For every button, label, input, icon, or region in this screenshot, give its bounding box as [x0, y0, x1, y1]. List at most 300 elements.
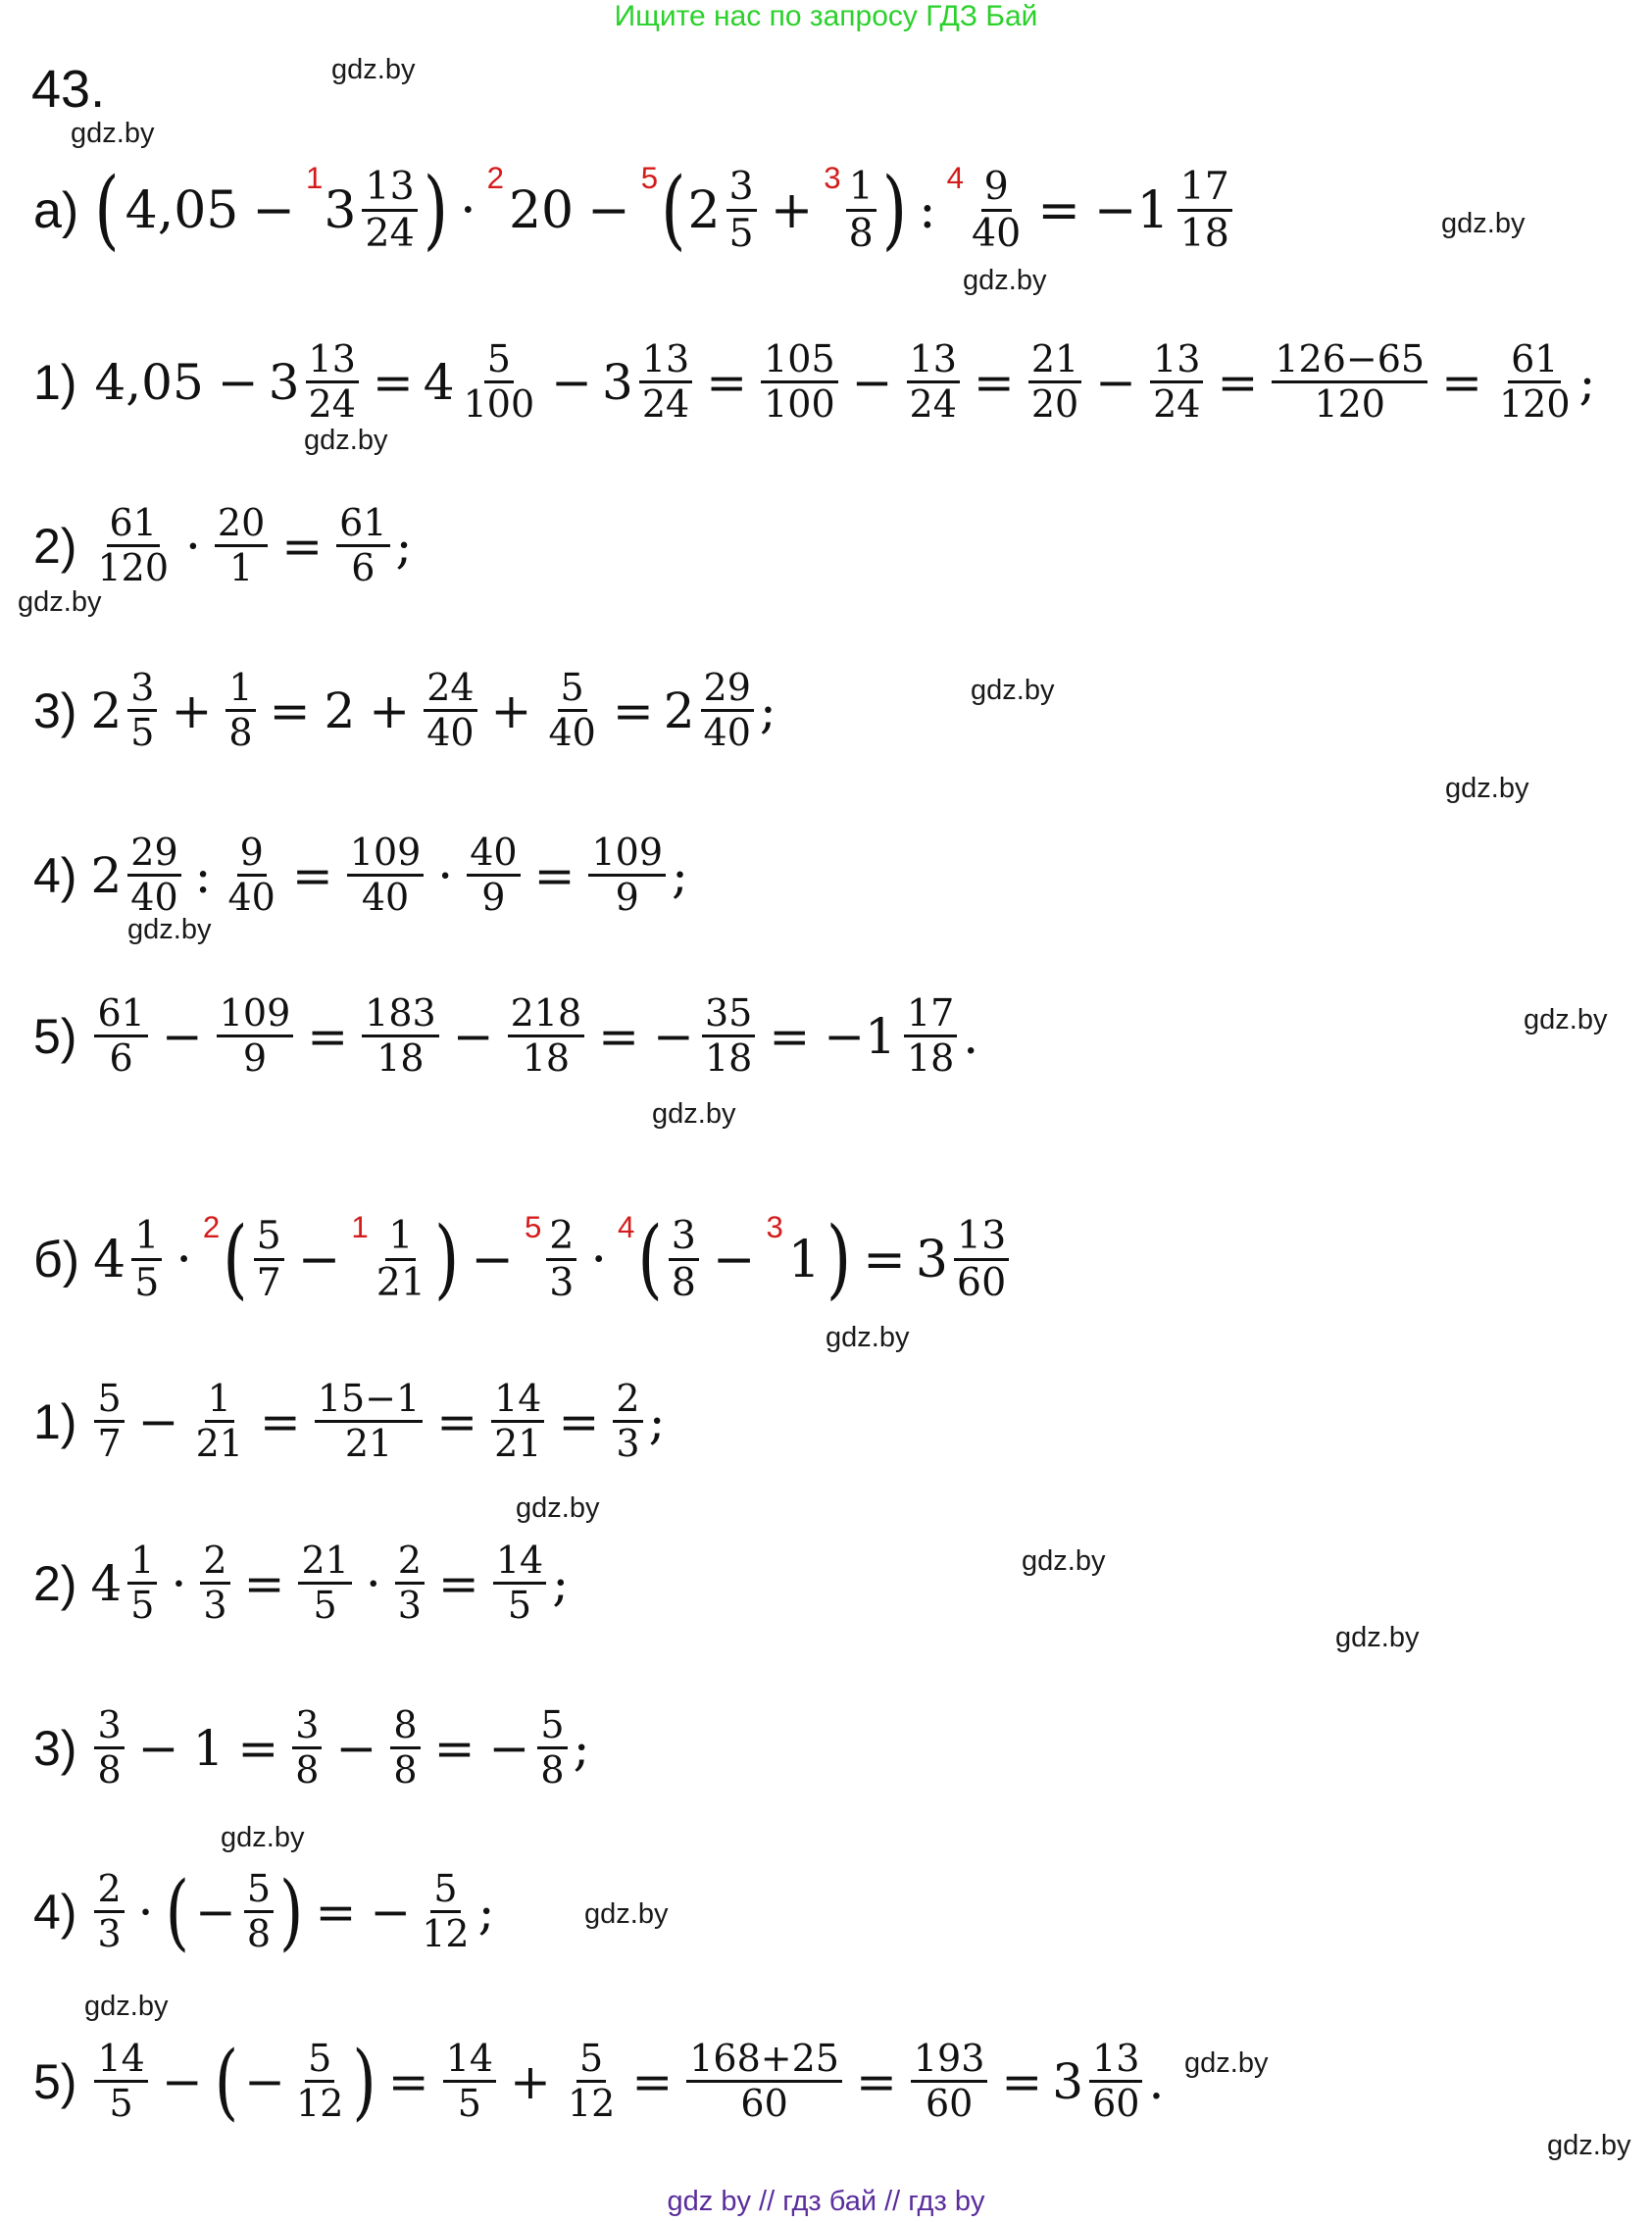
- step-label: 4): [33, 847, 77, 903]
- fraction: [907, 2038, 992, 2126]
- fraction-stack: [546, 1214, 576, 1305]
- numerator: 14: [443, 2038, 496, 2083]
- fraction: [900, 992, 961, 1081]
- operator: =: [307, 1007, 349, 1065]
- operator: −: [252, 180, 295, 240]
- numerator: 2: [395, 1540, 425, 1585]
- numerator: 13: [954, 1214, 1009, 1261]
- step-label: 2): [33, 1555, 77, 1611]
- parenthesis: ): [826, 1209, 852, 1310]
- numerator: 109: [588, 832, 666, 877]
- operator: +: [171, 682, 213, 739]
- denominator: 5: [134, 1260, 160, 1306]
- whole-part: 3: [602, 353, 633, 411]
- denominator: 21: [195, 1422, 243, 1466]
- numerator: 1: [131, 1214, 162, 1261]
- numerator: 5: [254, 1214, 284, 1261]
- fraction-stack: [545, 667, 598, 755]
- parenthesis: (: [637, 1209, 663, 1310]
- denominator: 9: [615, 876, 639, 920]
- step-order-marker: 5: [524, 1210, 542, 1244]
- numerator: 21: [298, 1540, 351, 1585]
- operator: −: [1095, 353, 1137, 411]
- operator: =: [706, 353, 748, 411]
- denominator: 6: [109, 1036, 133, 1081]
- fraction-stack: [954, 1214, 1009, 1305]
- number: −1: [824, 1007, 896, 1065]
- fraction-stack: [94, 502, 172, 590]
- punctuation: .: [963, 1007, 979, 1065]
- numerator: 20: [215, 502, 268, 547]
- denominator: 21: [494, 1422, 542, 1466]
- numerator: 218: [508, 992, 585, 1037]
- operator: −: [587, 180, 630, 240]
- numerator: 5: [430, 1868, 460, 1913]
- task-part-line: [33, 1209, 1013, 1310]
- fraction: [240, 1868, 277, 1956]
- numerator: 14: [94, 2038, 147, 2083]
- numerator: 109: [217, 992, 294, 1037]
- operator: =: [243, 1554, 285, 1612]
- punctuation: ;: [1578, 353, 1596, 411]
- fraction-stack: [131, 1214, 162, 1305]
- fraction: [687, 165, 760, 256]
- denominator: 21: [375, 1260, 426, 1306]
- step-label: 5): [33, 2053, 77, 2109]
- fraction: [189, 1378, 250, 1466]
- denominator: 60: [925, 2082, 974, 2126]
- operator: =: [863, 1230, 906, 1289]
- fraction-stack: [374, 1214, 428, 1305]
- fraction-stack: [390, 1704, 420, 1793]
- fraction: [289, 2038, 350, 2126]
- number: −: [244, 2052, 286, 2110]
- fraction-stack: [217, 992, 294, 1081]
- operator: ·: [590, 1230, 607, 1289]
- fraction: [420, 667, 480, 755]
- fraction: [439, 2038, 500, 2126]
- operator: =: [1001, 2052, 1043, 2110]
- numerator: 5: [576, 2038, 606, 2083]
- denominator: 8: [848, 211, 874, 257]
- solution-step: [33, 1540, 571, 1628]
- fraction-stack: [254, 1214, 284, 1305]
- denominator: 5: [728, 211, 754, 257]
- fraction: [269, 338, 363, 427]
- fraction: [1052, 2038, 1146, 2126]
- operator: ·: [365, 1554, 381, 1612]
- parenthesis: (: [94, 160, 120, 261]
- number: 1: [192, 1719, 225, 1777]
- numerator: 9: [981, 165, 1012, 212]
- fraction-stack: [193, 1378, 246, 1466]
- denominator: 100: [764, 382, 835, 427]
- whole-part: 3: [324, 180, 357, 240]
- numerator: 29: [127, 832, 180, 877]
- number: 2: [324, 682, 356, 739]
- denominator: 8: [246, 1912, 272, 1956]
- punctuation: ;: [552, 1554, 570, 1612]
- watermark: gdz.by: [963, 265, 1047, 296]
- denominator: 24: [909, 382, 957, 427]
- fraction: [542, 1214, 580, 1305]
- fraction: [463, 832, 524, 920]
- operator: =: [1037, 180, 1080, 240]
- denominator: 40: [426, 711, 475, 755]
- fraction: [93, 1214, 166, 1305]
- denominator: 8: [393, 1748, 418, 1793]
- numerator: 109: [347, 832, 425, 877]
- number: −: [370, 1883, 412, 1941]
- number: −1: [1093, 180, 1170, 240]
- operator: =: [598, 1007, 640, 1065]
- numerator: 40: [467, 832, 520, 877]
- step-order-marker: 1: [305, 161, 324, 195]
- denominator: 5: [457, 2082, 481, 2126]
- operator: ·: [460, 180, 476, 240]
- number: −: [488, 1719, 530, 1777]
- solution-step: [33, 832, 690, 920]
- numerator: 5: [244, 1868, 274, 1913]
- operator: =: [387, 2052, 429, 2110]
- step-order-marker: 5: [640, 161, 659, 195]
- fraction-stack: [292, 1704, 322, 1793]
- numerator: 13: [907, 338, 960, 383]
- parenthesis: ): [881, 160, 908, 261]
- parenthesis: (: [223, 1209, 248, 1310]
- fraction-stack: [443, 2038, 496, 2126]
- solution-step: [33, 667, 778, 755]
- step-label: 1): [33, 1393, 77, 1449]
- denominator: 3: [616, 1422, 640, 1466]
- numerator: 61: [336, 502, 389, 547]
- step-label: 3): [33, 682, 77, 738]
- numerator: 1: [127, 1540, 157, 1585]
- fraction: [213, 992, 298, 1081]
- step-order-marker: 1: [351, 1210, 369, 1244]
- denominator: 12: [567, 2082, 616, 2126]
- whole-part: 4: [423, 353, 455, 411]
- numerator: 24: [424, 667, 476, 712]
- parenthesis: (: [214, 2033, 239, 2131]
- fraction-stack: [200, 1540, 229, 1628]
- numerator: 13: [362, 165, 417, 212]
- fraction: [541, 667, 602, 755]
- watermark: gdz.by: [71, 118, 155, 149]
- operator: =: [973, 353, 1015, 411]
- fraction-stack: [215, 502, 268, 590]
- denominator: 60: [740, 2082, 788, 2126]
- fraction-stack: [639, 338, 692, 427]
- numerator: 1: [385, 1214, 416, 1261]
- operator: =: [631, 2052, 674, 2110]
- operator: ·: [437, 846, 454, 904]
- denominator: 20: [1030, 382, 1079, 427]
- fraction: [757, 338, 842, 427]
- solution-step: [33, 502, 414, 590]
- watermark: gdz.by: [971, 675, 1055, 706]
- whole-part: 3: [915, 1230, 948, 1289]
- watermark: gdz.by: [331, 54, 416, 85]
- operator: ·: [171, 1554, 187, 1612]
- fraction-stack: [537, 1704, 567, 1793]
- fraction-stack: [969, 165, 1024, 256]
- fraction: [504, 992, 589, 1081]
- numerator: 8: [390, 1704, 420, 1749]
- step-label: а): [33, 181, 79, 239]
- denominator: 7: [97, 1422, 122, 1466]
- operator: −: [161, 1007, 203, 1065]
- operator: −: [471, 1230, 514, 1289]
- numerator: 61: [1508, 338, 1561, 383]
- fraction: [1268, 338, 1431, 427]
- fraction: [1146, 338, 1207, 427]
- fraction-stack: [244, 1868, 274, 1956]
- fraction: [916, 1214, 1013, 1305]
- watermark: gdz.by: [584, 1898, 669, 1930]
- watermark: gdz.by: [516, 1492, 600, 1524]
- operator: ·: [137, 1883, 154, 1941]
- fraction: [533, 1704, 571, 1793]
- fraction-stack: [306, 338, 359, 427]
- step-label: б): [33, 1231, 80, 1288]
- operator: =: [437, 1554, 479, 1612]
- fraction-stack: [424, 667, 476, 755]
- fraction-stack: [362, 992, 439, 1081]
- watermark: gdz.by: [221, 1822, 305, 1853]
- denominator: 7: [256, 1260, 281, 1306]
- fraction-stack: [467, 832, 520, 920]
- parenthesis: ): [279, 1863, 304, 1961]
- denominator: 40: [130, 876, 178, 920]
- denominator: 24: [308, 382, 356, 427]
- number: 4,05: [94, 353, 204, 411]
- whole-part: 2: [90, 846, 123, 904]
- numerator: 15−1: [315, 1378, 423, 1423]
- fraction: [288, 1704, 325, 1793]
- fraction-stack: [127, 667, 157, 755]
- numerator: 2: [546, 1214, 576, 1261]
- numerator: 168+25: [686, 2038, 842, 2083]
- watermark: gdz.by: [304, 425, 388, 456]
- numerator: 3: [726, 165, 757, 212]
- numerator: 1: [205, 1378, 234, 1423]
- fraction-stack: [461, 338, 538, 427]
- fraction: [343, 832, 428, 920]
- step-label: 4): [33, 1884, 77, 1940]
- watermark: gdz.by: [84, 1991, 169, 2022]
- watermark: gdz.by: [826, 1322, 910, 1353]
- punctuation: .: [1148, 2052, 1165, 2110]
- fraction-stack: [362, 165, 417, 256]
- fraction: [250, 1214, 288, 1305]
- fraction: [903, 338, 964, 427]
- number: 1: [787, 1230, 821, 1289]
- denominator: 5: [313, 1584, 337, 1628]
- denominator: 60: [1092, 2082, 1140, 2126]
- numerator: 3: [292, 1704, 322, 1749]
- operator: =: [315, 1883, 357, 1941]
- numerator: 13: [306, 338, 359, 383]
- step-order-marker: 3: [824, 161, 841, 195]
- fraction-stack: [127, 832, 180, 920]
- fraction-stack: [613, 1378, 642, 1466]
- watermark: gdz.by: [652, 1098, 736, 1130]
- fraction: [196, 1540, 233, 1628]
- fraction: [665, 1214, 703, 1305]
- fraction-stack: [225, 667, 255, 755]
- fraction: [222, 832, 282, 920]
- watermark: gdz.by: [1184, 2047, 1269, 2079]
- fraction-stack: [336, 502, 389, 590]
- operator: −: [712, 1230, 756, 1289]
- solution-step: [33, 1704, 591, 1793]
- fraction: [584, 832, 670, 920]
- fraction-stack: [846, 165, 876, 256]
- step-order-marker: 4: [617, 1210, 635, 1244]
- solution-step: [33, 992, 980, 1081]
- step-order-marker: 2: [486, 161, 504, 195]
- denominator: 9: [242, 1036, 268, 1081]
- fraction-stack: [508, 992, 585, 1081]
- denominator: 40: [703, 711, 751, 755]
- fraction: [358, 992, 443, 1081]
- whole-part: 4: [93, 1230, 126, 1289]
- parenthesis: ): [352, 2033, 376, 2131]
- numerator: 2: [613, 1378, 642, 1423]
- fraction-stack: [907, 338, 960, 427]
- whole-part: 4: [90, 1554, 123, 1612]
- watermark: gdz.by: [1445, 773, 1529, 804]
- fraction: [90, 502, 175, 590]
- parenthesis: ): [434, 1209, 460, 1310]
- fraction-stack: [1089, 2038, 1142, 2126]
- fraction: [609, 1378, 646, 1466]
- operator: −: [851, 353, 893, 411]
- solution-step: [33, 1378, 667, 1466]
- operator: =: [558, 1392, 600, 1450]
- operator: −: [297, 1230, 341, 1289]
- fraction: [602, 338, 696, 427]
- denominator: 120: [1314, 382, 1385, 427]
- punctuation: ;: [477, 1883, 495, 1941]
- numerator: 61: [107, 502, 160, 547]
- operator: =: [1441, 353, 1482, 411]
- numerator: 21: [1028, 338, 1081, 383]
- operator: =: [612, 682, 654, 739]
- denominator: 120: [1498, 382, 1571, 427]
- denominator: 5: [109, 2082, 133, 2126]
- step-order-marker: 2: [202, 1210, 221, 1244]
- fraction-stack: [1496, 338, 1574, 427]
- operator: −: [137, 1392, 179, 1450]
- fraction: [90, 2038, 151, 2126]
- denominator: 18: [376, 1036, 425, 1081]
- fraction-stack: [911, 2038, 988, 2126]
- fraction: [90, 667, 161, 755]
- fraction: [324, 165, 421, 256]
- fraction-stack: [1150, 338, 1203, 427]
- footer-links[interactable]: gdz by // гдз бай // гдз by: [667, 2186, 985, 2217]
- denominator: 100: [463, 382, 535, 427]
- whole-part: 3: [1052, 2052, 1084, 2110]
- numerator: 35: [702, 992, 755, 1037]
- numerator: 105: [761, 338, 838, 383]
- punctuation: ;: [759, 682, 776, 739]
- operator: =: [372, 353, 414, 411]
- step-order-marker: 4: [946, 161, 965, 195]
- fraction: [222, 667, 259, 755]
- punctuation: ;: [573, 1719, 590, 1777]
- denominator: 6: [351, 546, 375, 590]
- fraction: [90, 1704, 127, 1793]
- operator: −: [551, 353, 593, 411]
- watermark: gdz.by: [127, 914, 212, 945]
- denominator: 8: [97, 1748, 122, 1793]
- numerator: 3: [669, 1214, 699, 1261]
- parenthesis: ): [423, 160, 449, 261]
- operator: −: [335, 1719, 377, 1777]
- operator: :: [919, 180, 936, 240]
- denominator: 120: [97, 546, 169, 590]
- denominator: 40: [972, 211, 1022, 257]
- denominator: 3: [203, 1584, 227, 1628]
- fraction-stack: [686, 2038, 842, 2126]
- denominator: 18: [704, 1036, 753, 1081]
- operator: :: [194, 846, 212, 904]
- operator: ·: [175, 1230, 192, 1289]
- whole-part: 2: [687, 180, 721, 240]
- denominator: 18: [1179, 211, 1229, 257]
- operator: =: [533, 846, 576, 904]
- fraction: [487, 1378, 548, 1466]
- fraction-stack: [94, 992, 147, 1081]
- denominator: 5: [130, 1584, 155, 1628]
- fraction-stack: [94, 1378, 124, 1466]
- step-label: 5): [33, 1008, 77, 1064]
- fraction-stack: [395, 1540, 425, 1628]
- solution-step: [33, 2033, 1166, 2131]
- numerator: 13: [1089, 2038, 1142, 2083]
- operator: =: [769, 1007, 811, 1065]
- fraction-stack: [94, 2038, 147, 2126]
- fraction: [391, 1540, 428, 1628]
- step-label: 1): [33, 354, 77, 410]
- solution-step: [33, 1863, 496, 1961]
- numerator: 1: [846, 165, 876, 212]
- fraction: [211, 502, 272, 590]
- number: −: [194, 1883, 236, 1941]
- number: −: [653, 1007, 694, 1065]
- numerator: 1: [225, 667, 255, 712]
- step-label: 2): [33, 518, 77, 574]
- fraction: [90, 992, 151, 1081]
- numerator: 13: [639, 338, 692, 383]
- fraction-stack: [1177, 165, 1232, 256]
- fraction-stack: [293, 2038, 346, 2126]
- search-banner[interactable]: Ищите нас по запросу ГДЗ Бай: [614, 0, 1038, 32]
- denominator: 40: [548, 711, 596, 755]
- numerator: 3: [127, 667, 157, 712]
- fraction-stack: [94, 1868, 124, 1956]
- fraction-stack: [1028, 338, 1081, 427]
- denominator: 8: [540, 1748, 565, 1793]
- denominator: 24: [365, 211, 415, 257]
- operator: ·: [185, 517, 201, 575]
- denominator: 9: [481, 876, 506, 920]
- numerator: 3: [94, 1704, 124, 1749]
- fraction-stack: [701, 667, 754, 755]
